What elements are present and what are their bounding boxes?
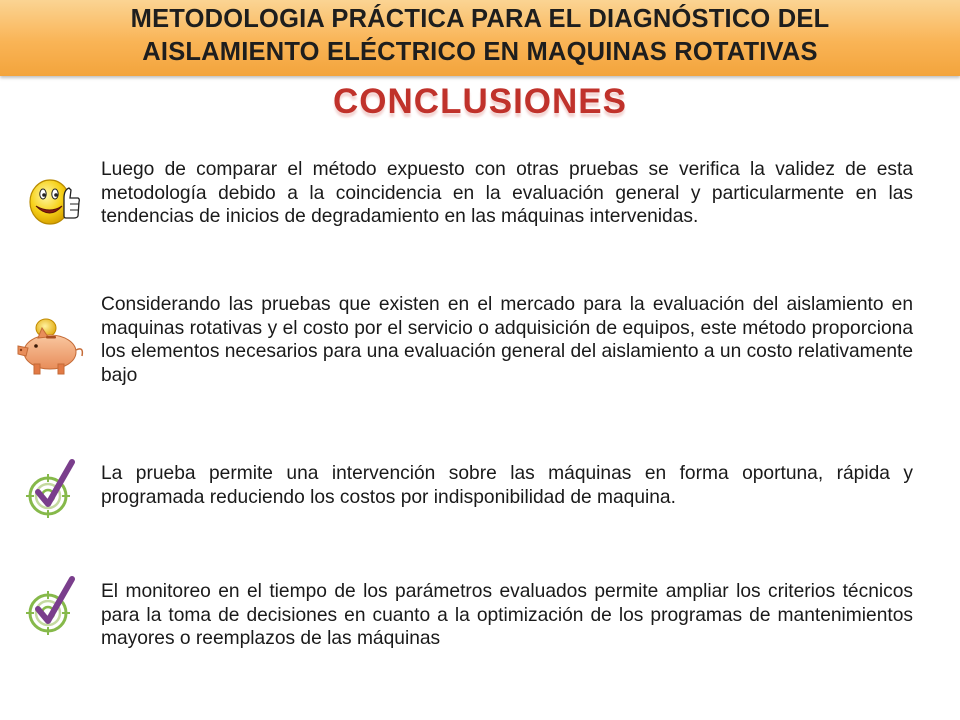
conclusion-3-text: La prueba permite una intervención sobre las máquinas en forma oportuna, rápida y programada reduciendo los costos por indisponibilidad de maquina. xyxy=(101,463,913,508)
slide-title-line-1: METODOLOGIA PRÁCTICA PARA EL DIAGNÓSTICO DEL xyxy=(130,5,830,33)
section-title: CONCLUSIONES xyxy=(333,82,627,121)
target-checkmark-icon xyxy=(26,458,82,522)
conclusion-4-text: El monitoreo en el tiempo de los parámetros evaluados permite ampliar los criterios técnicos para la toma de decisiones en cuanto a la optimización de los programas de mantenimientos mayores o reemplazos de las máquinas xyxy=(101,581,913,650)
piggy-bank-icon xyxy=(14,318,88,378)
header-band xyxy=(0,0,960,76)
slide-title xyxy=(0,3,960,69)
slide-title-line-2: AISLAMIENTO ELÉCTRICO EN MAQUINAS ROTATIVAS xyxy=(142,38,818,66)
conclusion-1-text: Luego de comparar el método expuesto con otras pruebas se verifica la validez de esta metodología debido a la coincidencia en la evaluación general y particularmente en las tendencias de inicios de degradamiento en las máquinas intervenidas. xyxy=(101,159,913,228)
conclusion-2-text: Considerando las pruebas que existen en el mercado para la evaluación del aislamiento en maquinas rotativas y el costo por el servicio o adquisición de equipos, este método proporciona los elementos necesarios para una evaluación general del aislamiento a un costo relativamente bajo xyxy=(101,294,913,386)
target-checkmark-icon xyxy=(26,575,82,639)
smiley-thumbs-up-icon xyxy=(26,172,82,228)
